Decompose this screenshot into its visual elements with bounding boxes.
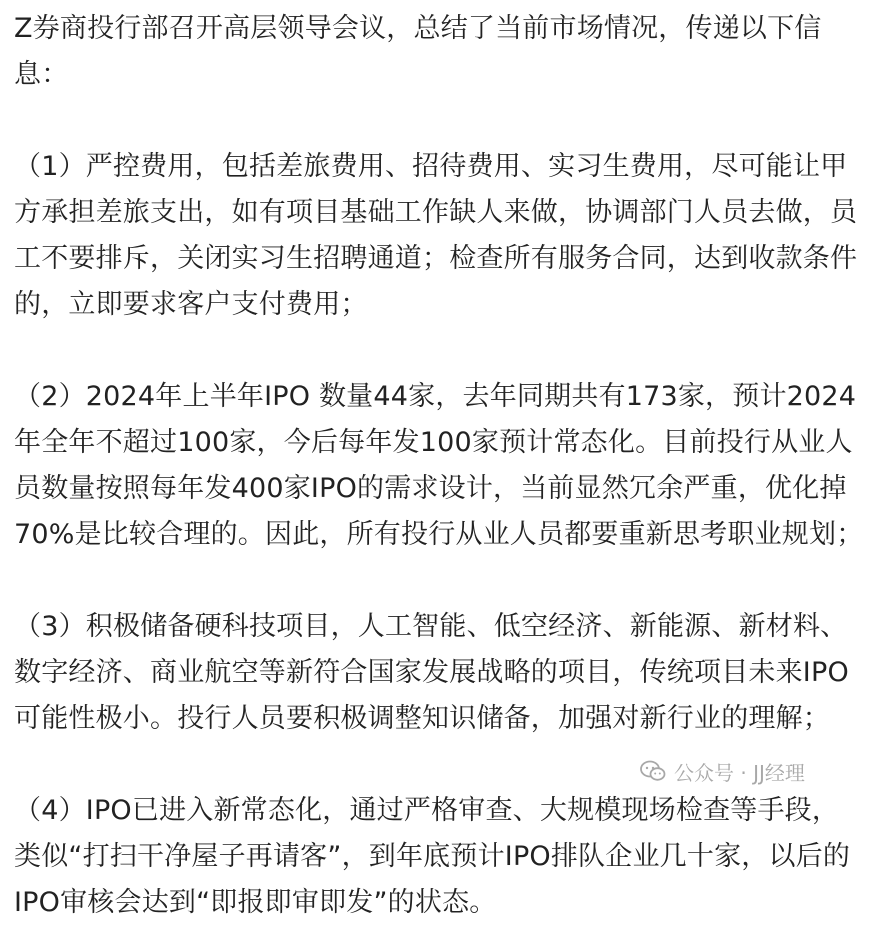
text-line: 年全年不超过100家，今后每年发100家预计常态化。目前投行从业人 xyxy=(14,427,853,458)
text-line: （2）2024年上半年IPO 数量44家，去年同期共有173家，预计2024 xyxy=(14,381,857,412)
text-line: IPO审核会达到“即报即审即发”的状态。 xyxy=(14,887,497,918)
text-line: 员数量按照每年发400家IPO的需求设计，当前显然冗余严重，优化掉 xyxy=(14,473,847,504)
text-line: 息： xyxy=(14,59,69,90)
paragraph-item-4 xyxy=(14,788,866,926)
text-line: （3）积极储备硬科技项目，人工智能、低空经济、新能源、新材料、 xyxy=(14,611,848,642)
paragraph-item-2 xyxy=(14,374,866,558)
article-body xyxy=(14,6,866,926)
paragraph-item-1 xyxy=(14,144,866,328)
paragraph-spacer xyxy=(14,98,866,144)
text-line: 的，立即要求客户支付费用； xyxy=(14,289,368,320)
text-line: 方承担差旅支出，如有项目基础工作缺人来做，协调部门人员去做，员 xyxy=(14,197,858,228)
text-line: （4）IPO已进入新常态化，通过严格审查、大规模现场检查等手段， xyxy=(14,795,840,826)
text-line: 类似“打扫干净屋子再请客”，到年底预计IPO排队企业几十家，以后的 xyxy=(14,841,851,872)
text-line: Z券商投行部召开高层领导会议，总结了当前市场情况，传递以下信 xyxy=(14,13,822,44)
wechat-icon xyxy=(640,760,666,782)
text-line: （1）严控费用，包括差旅费用、招待费用、实习生费用，尽可能让甲 xyxy=(14,151,848,182)
watermark xyxy=(640,754,805,788)
watermark-text: 公众号 · JJ经理 xyxy=(674,760,805,785)
text-line: 可能性极小。投行人员要积极调整知识储备，加强对新行业的理解； xyxy=(14,703,830,734)
paragraph-item-3 xyxy=(14,604,866,742)
text-line: 70%是比较合理的。因此，所有投行从业人员都要重新思考职业规划； xyxy=(14,519,864,550)
paragraph-spacer xyxy=(14,328,866,374)
text-line: 工不要排斥，关闭实习生招聘通道；检查所有服务合同，达到收款条件 xyxy=(14,243,858,274)
paragraph-spacer xyxy=(14,558,866,604)
text-line: 数字经济、商业航空等新符合国家发展战略的项目，传统项目未来IPO xyxy=(14,657,849,688)
paragraph-intro xyxy=(14,6,866,98)
